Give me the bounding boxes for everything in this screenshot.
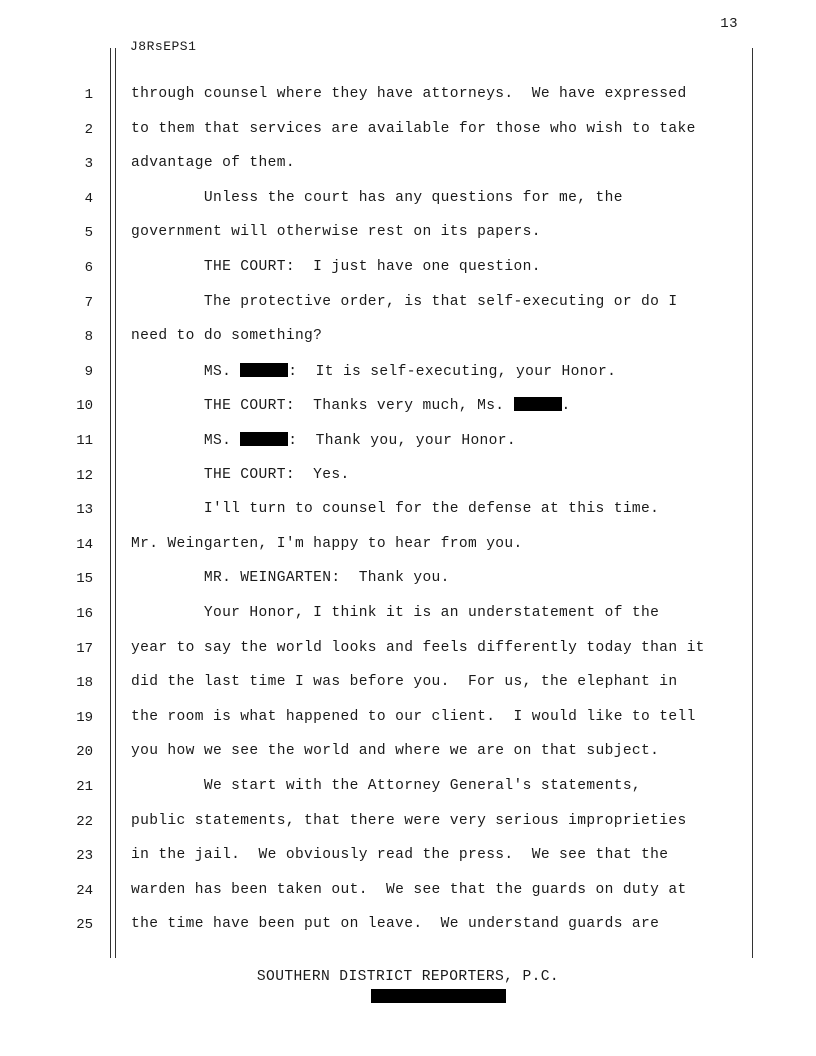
transcript-line — [131, 640, 705, 656]
line-text-segment: government will otherwise rest on its papers. — [131, 224, 541, 241]
line-text-segment: MR. WEINGARTEN: Thank you. — [131, 570, 450, 587]
line-text-segment: advantage of them. — [131, 155, 295, 172]
document-code: J8RsEPS1 — [130, 39, 197, 54]
line-number: 10 — [76, 398, 93, 415]
line-text-segment: THE COURT: I just have one question. — [131, 259, 541, 275]
line-number: 22 — [76, 813, 93, 830]
line-text-segment: : It is self-executing, your Honor. — [288, 363, 617, 380]
line-text-segment: year to say the world looks and feels differently today than it — [131, 639, 705, 656]
line-number: 21 — [76, 779, 93, 795]
name-redaction — [514, 397, 562, 411]
transcript-line — [131, 121, 696, 137]
transcript-line — [131, 190, 623, 206]
line-text-segment: THE COURT: Thanks very much, Ms. — [131, 398, 514, 415]
line-number: 24 — [76, 882, 93, 899]
left-margin-rule-inner — [115, 48, 116, 958]
line-number: 9 — [84, 363, 93, 380]
transcript-line — [131, 916, 659, 932]
line-text-segment: warden has been taken out. We see that the guards on duty at — [131, 881, 687, 898]
transcript-line — [131, 467, 350, 483]
line-number: 3 — [84, 156, 93, 173]
transcript-line — [131, 155, 295, 171]
transcript-line — [131, 674, 677, 690]
line-number: 13 — [76, 502, 93, 519]
transcript-line — [131, 778, 641, 794]
transcript-line — [131, 605, 659, 621]
line-text-segment: in the jail. We obviously read the press. We see that the — [131, 847, 669, 864]
line-text-segment: . — [561, 398, 571, 415]
line-text-segment: MS. — [131, 363, 241, 380]
line-text-segment: Unless the court has any questions for me, the — [131, 189, 623, 206]
transcript-line — [131, 86, 687, 102]
left-margin-rule-outer — [110, 48, 111, 958]
footer-reporter: SOUTHERN DISTRICT REPORTERS, P.C. — [256, 969, 560, 985]
line-number: 16 — [76, 606, 93, 622]
transcript-line — [131, 743, 659, 759]
line-number: 11 — [76, 433, 93, 449]
line-text-segment: MS. — [131, 433, 241, 449]
line-text-segment: through counsel where they have attorneys. We have expressed — [131, 86, 687, 102]
line-number: 20 — [76, 744, 93, 761]
line-number: 1 — [84, 87, 93, 103]
footer-redaction-bar — [371, 989, 506, 1003]
right-margin-rule — [752, 48, 753, 958]
transcript-line — [131, 536, 523, 552]
transcript-line — [131, 397, 571, 414]
line-number: 4 — [84, 190, 93, 207]
line-text-segment: We start with the Attorney General's statements, — [131, 778, 642, 794]
line-number: 2 — [84, 121, 93, 138]
line-text-segment: The protective order, is that self-executing or do I — [131, 293, 678, 310]
line-number: 8 — [84, 329, 93, 346]
name-redaction — [240, 432, 288, 446]
transcript-line — [131, 294, 677, 310]
transcript-line — [131, 363, 616, 380]
transcript-line — [131, 501, 659, 517]
line-number: 25 — [76, 917, 93, 934]
line-text-segment: the room is what happened to our client. I would like to tell — [131, 708, 696, 725]
transcript-line — [131, 709, 696, 725]
line-number: 7 — [84, 294, 93, 311]
line-number: 5 — [84, 225, 93, 242]
line-text-segment: : Thank you, your Honor. — [288, 433, 516, 449]
line-number: 6 — [84, 260, 93, 276]
transcript-line — [131, 847, 668, 863]
transcript-line — [131, 224, 541, 240]
line-text-segment: the time have been put on leave. We understand guards are — [131, 916, 660, 933]
line-number: 17 — [76, 640, 93, 657]
line-text-segment: Your Honor, I think it is an understatement of the — [131, 605, 660, 621]
line-number: 23 — [76, 848, 93, 865]
transcript-line — [131, 882, 687, 898]
line-text-segment: you how we see the world and where we are on that subject. — [131, 743, 660, 760]
line-text-segment: did the last time I was before you. For us, the elephant in — [131, 674, 678, 691]
transcript-line — [131, 259, 541, 275]
line-text-segment: I'll turn to counsel for the defense at this time. — [131, 501, 660, 518]
line-number: 19 — [76, 709, 93, 726]
transcript-line — [131, 813, 687, 829]
line-number: 18 — [76, 675, 93, 692]
line-text-segment: Mr. Weingarten, I'm happy to hear from you. — [131, 535, 523, 552]
line-text-segment: THE COURT: Yes. — [131, 466, 350, 483]
line-number: 14 — [76, 536, 93, 553]
line-text-segment: public statements, that there were very serious improprieties — [131, 812, 687, 829]
transcript-line — [131, 328, 322, 344]
line-number: 12 — [76, 467, 93, 484]
line-text-segment: to them that services are available for those who wish to take — [131, 120, 696, 137]
line-text-segment: need to do something? — [131, 328, 323, 345]
page-number: 13 — [720, 16, 738, 32]
transcript-line — [131, 570, 450, 586]
transcript-line — [131, 432, 516, 449]
line-number: 15 — [76, 571, 93, 588]
name-redaction — [240, 363, 288, 377]
